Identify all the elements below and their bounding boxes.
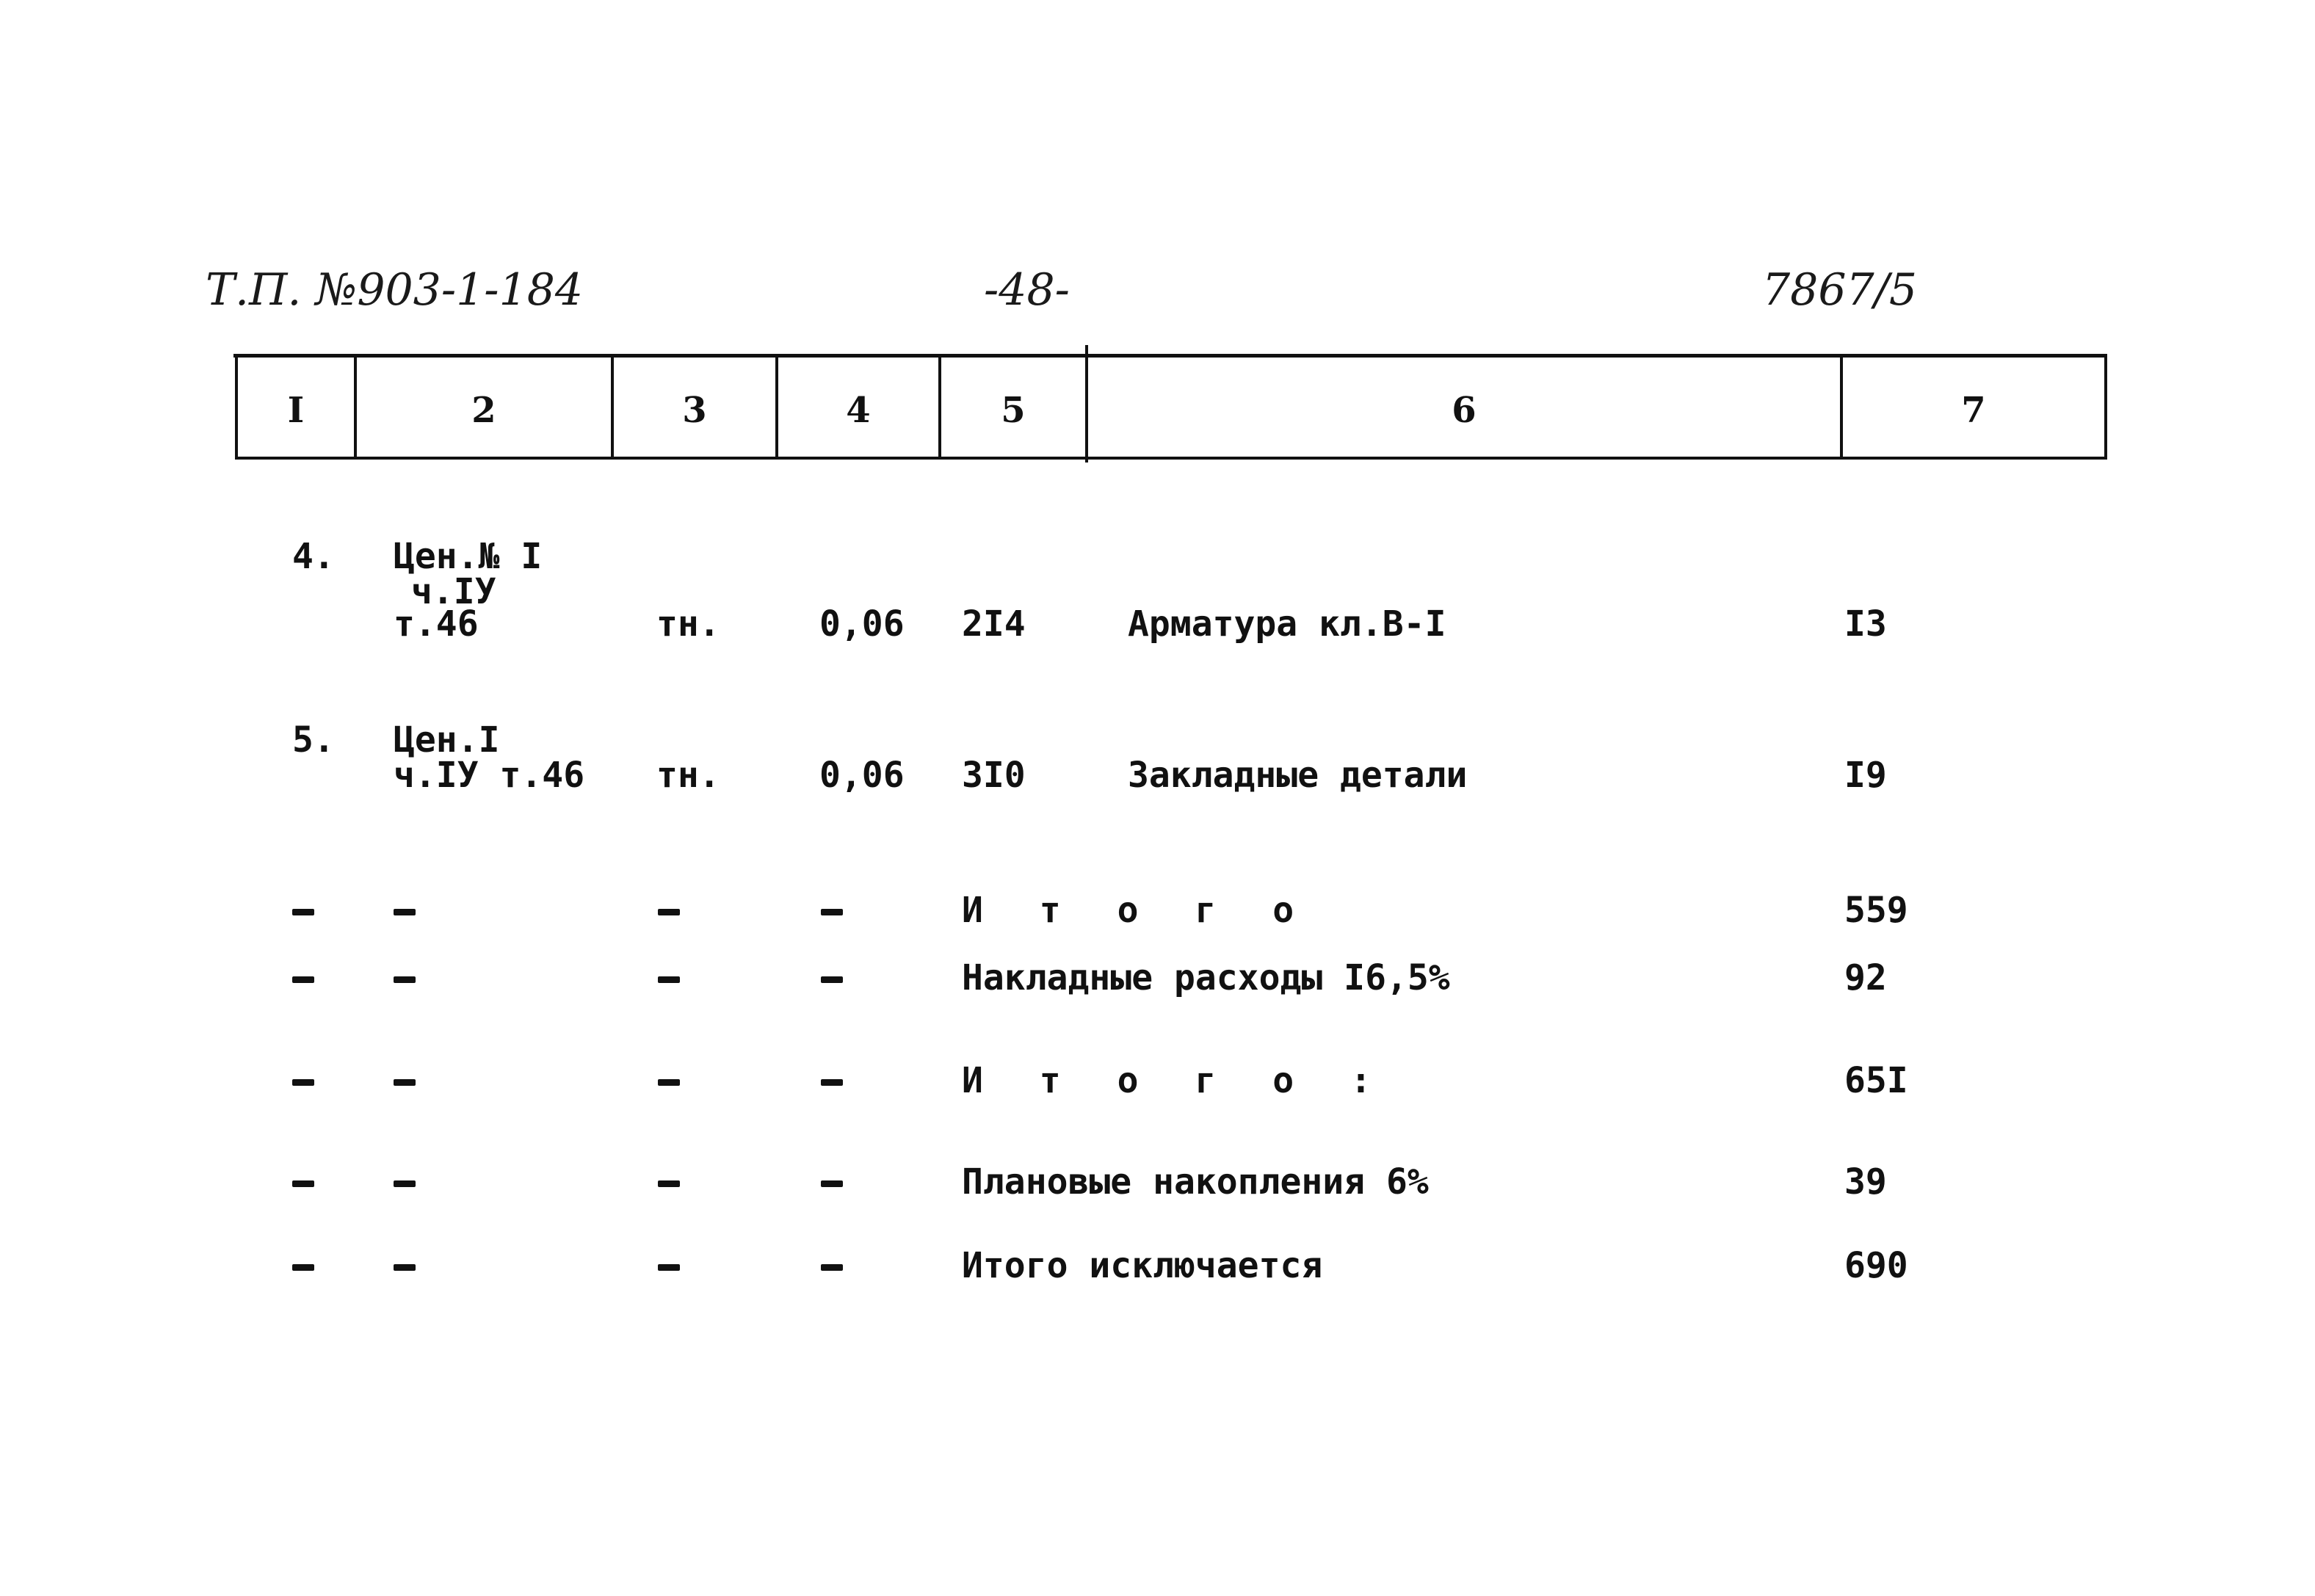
dash-mark xyxy=(821,1079,843,1086)
row-number: 4. xyxy=(292,536,335,577)
row-total: I3 xyxy=(1844,603,1887,645)
dash-mark xyxy=(821,1264,843,1271)
summary-label: Плановые накопления 6% xyxy=(962,1161,1429,1203)
dash-mark xyxy=(292,1264,314,1271)
row-reference: Цен.I xyxy=(394,719,500,761)
column-header: I xyxy=(287,390,305,431)
row-number: 5. xyxy=(292,719,335,761)
summary-label: Накладные расходы I6,5% xyxy=(962,957,1450,998)
column-header: 4 xyxy=(846,390,871,431)
dash-mark xyxy=(821,976,843,983)
doc-code: 7867/5 xyxy=(1762,264,1918,316)
dash-mark xyxy=(658,1180,680,1187)
summary-value: 92 xyxy=(1844,957,1887,998)
summary-label: И т о г о : xyxy=(962,1060,1389,1101)
summary-label: Итого исключается xyxy=(962,1245,1323,1286)
dash-mark xyxy=(394,976,416,983)
column-header: 6 xyxy=(1452,390,1477,431)
row-quantity: 0,06 xyxy=(819,603,905,645)
dash-mark xyxy=(394,909,416,915)
dash-mark xyxy=(658,1264,680,1271)
row-total: I9 xyxy=(1844,755,1887,796)
summary-value: 39 xyxy=(1844,1161,1887,1203)
row-reference: Цен.№ I xyxy=(394,536,543,577)
row-reference: т.46 xyxy=(394,603,479,645)
dash-mark xyxy=(292,909,314,915)
summary-value: 65I xyxy=(1844,1060,1908,1101)
summary-value: 559 xyxy=(1844,890,1908,931)
doc-number: Т.П. №903-1-184 xyxy=(206,264,584,316)
column-header: 2 xyxy=(471,390,496,431)
row-price: 3I0 xyxy=(962,755,1026,796)
row-quantity: 0,06 xyxy=(819,755,905,796)
summary-label: И т о г о xyxy=(962,890,1312,931)
dash-mark xyxy=(658,909,680,915)
dash-mark xyxy=(292,1079,314,1086)
dash-mark xyxy=(292,976,314,983)
row-reference: ч.IУ т.46 xyxy=(394,755,585,796)
dash-mark xyxy=(821,1180,843,1187)
row-unit: тн. xyxy=(656,755,720,796)
dash-mark xyxy=(394,1079,416,1086)
column-header: 3 xyxy=(682,390,707,431)
dash-mark xyxy=(394,1264,416,1271)
dash-mark xyxy=(292,1180,314,1187)
row-unit: тн. xyxy=(656,603,720,645)
page-number: -48- xyxy=(984,264,1070,316)
row-reference: ч.IУ xyxy=(411,571,496,612)
header-divider xyxy=(2104,354,2107,460)
summary-value: 690 xyxy=(1844,1245,1908,1286)
dash-mark xyxy=(821,909,843,915)
row-name: Арматура кл.В-I xyxy=(1128,603,1446,645)
dash-mark xyxy=(658,976,680,983)
dash-mark xyxy=(658,1079,680,1086)
header-top-border xyxy=(233,354,2107,358)
row-price: 2I4 xyxy=(962,603,1026,645)
row-name: Закладные детали xyxy=(1128,755,1468,796)
column-header: 7 xyxy=(1961,390,1986,431)
column-header: 5 xyxy=(1001,390,1026,431)
dash-mark xyxy=(394,1180,416,1187)
